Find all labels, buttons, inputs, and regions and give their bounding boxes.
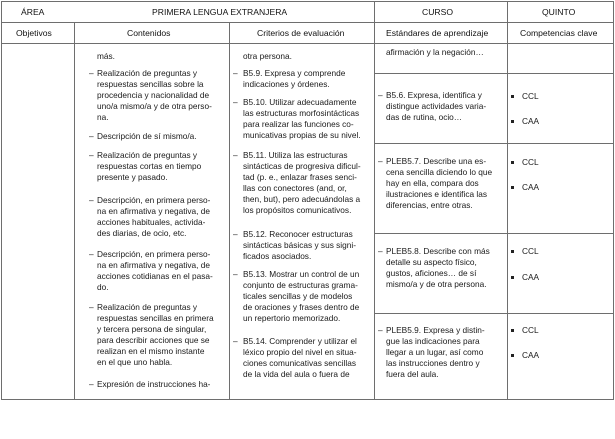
- criterios-line: B5.13. Mostrar un control de un: [243, 269, 360, 279]
- contenidos-line: acciones habituales, activida-: [97, 217, 206, 227]
- criterios-line: sintácticas de progresiva dificul-: [243, 161, 361, 171]
- criterios-line: los propósitos comunicativos.: [243, 205, 352, 215]
- contenidos-dash: –: [89, 302, 94, 312]
- estandares-line: PLEB5.8. Describe con más: [386, 246, 490, 256]
- estandares-line: llegar a un lugar, así como: [386, 347, 484, 357]
- criterios-line: municativas propias de su nivel.: [243, 130, 361, 140]
- estandares-line: das de rutina, ocio…: [386, 112, 463, 122]
- criterios-line: conjunto de estructuras grama-: [243, 280, 358, 290]
- col-header-competencias: Competencias clave: [520, 28, 598, 38]
- bullet-icon: [511, 250, 514, 253]
- contenidos-line: na en afirmativa y negativa, de: [97, 260, 210, 270]
- contenidos-line: Realización de preguntas y: [97, 302, 198, 312]
- estandares-line: B5.6. Expresa, identifica y: [386, 90, 482, 100]
- curso-value: QUINTO: [542, 7, 576, 17]
- estandares-line: afirmación y la negación…: [386, 47, 484, 57]
- competencia-code: CCL: [522, 246, 539, 256]
- bullet-icon: [511, 329, 514, 332]
- criterios-line: B5.12. Reconocer estructuras: [243, 229, 353, 239]
- estandares-line: fuera del aula.: [386, 369, 439, 379]
- criterios-line: otra persona.: [243, 51, 292, 61]
- contenidos-line: uno/a mismo/a y de otra perso-: [97, 101, 212, 111]
- bullet-icon: [511, 276, 514, 279]
- contenidos-dash: –: [89, 379, 94, 389]
- criterios-line: B5.10. Utilizar adecuadamente: [243, 97, 357, 107]
- estandares-dash: –: [378, 90, 383, 100]
- criterios-line: léxico propio del nivel en situa-: [243, 347, 357, 357]
- estandares-line: distingue actividades varia-: [386, 101, 487, 111]
- estandares-dash: –: [378, 246, 383, 256]
- bullet-icon: [511, 161, 514, 164]
- competencia-code: CAA: [522, 116, 540, 126]
- estandares-line: las instrucciones dentro y: [386, 358, 480, 368]
- contenidos-dash: –: [89, 150, 94, 160]
- curso-label: CURSO: [422, 7, 454, 17]
- criterios-dash: –: [233, 68, 238, 78]
- criterios-line: B5.9. Expresa y comprende: [243, 68, 346, 78]
- contenidos-dash: –: [89, 131, 94, 141]
- competencia-code: CAA: [522, 272, 540, 282]
- criterios-line: indicaciones y órdenes.: [243, 79, 330, 89]
- estandares-line: hay en ella, compara dos: [386, 178, 479, 188]
- contenidos-line: respuestas sencillas en primera: [97, 313, 214, 323]
- bullet-icon: [511, 186, 514, 189]
- criterios-line: sintácticas básicas y sus signi-: [243, 240, 356, 250]
- contenidos-line: realizan en el mismo instante: [97, 346, 205, 356]
- bullet-icon: [511, 354, 514, 357]
- estandares-dash: –: [378, 325, 383, 335]
- contenidos-line: respuestas sencillas sobre la: [97, 79, 204, 89]
- criterios-line: de la vida del aula o fuera de: [243, 369, 350, 379]
- criterios-dash: –: [233, 269, 238, 279]
- contenidos-line: procedencia y nacionalidad de: [97, 90, 210, 100]
- contenidos-line: acciones cotidianas en el pasa-: [97, 271, 213, 281]
- contenidos-line: na en afirmativa y negativa, de: [97, 206, 210, 216]
- criterios-line: las estructuras morfosintácticas: [243, 108, 360, 118]
- criterios-line: para realizar las funciones co-: [243, 119, 354, 129]
- competencia-code: CAA: [522, 350, 540, 360]
- criterios-dash: –: [233, 229, 238, 239]
- competencia-code: CCL: [522, 325, 539, 335]
- estandares-line: cena sencilla diciendo lo que: [386, 167, 493, 177]
- estandares-line: PLEB5.7. Describe una es-: [386, 156, 487, 166]
- contenidos-line: Expresión de instrucciones ha-: [97, 379, 211, 389]
- bullet-icon: [511, 95, 514, 98]
- contenidos-line: Realización de preguntas y: [97, 150, 198, 160]
- estandares-line: mismo/a y de otra persona.: [386, 279, 487, 289]
- contenidos-line: Realización de preguntas y: [97, 68, 198, 78]
- criterios-line: tad (p. e., enlazar frases senci-: [243, 172, 357, 182]
- bullet-icon: [511, 120, 514, 123]
- competencia-code: CCL: [522, 91, 539, 101]
- estandares-line: ilustraciones e identifica las: [386, 189, 487, 199]
- contenidos-line: más.: [97, 51, 115, 61]
- criterios-line: then, but), pero adecuándolas a: [243, 194, 361, 204]
- contenidos-line: Descripción de sí mismo/a.: [97, 131, 197, 141]
- area-label: ÁREA: [21, 7, 45, 17]
- criterios-line: un repertorio memorizado.: [243, 313, 341, 323]
- contenidos-line: na.: [97, 112, 109, 122]
- contenidos-line: y tercera persona de singular,: [97, 324, 207, 334]
- competencia-code: CAA: [522, 182, 540, 192]
- contenidos-line: para describir acciones que se: [97, 335, 210, 345]
- contenidos-line: en el que uno habla.: [97, 357, 173, 367]
- estandares-line: diferencias, entre otras.: [386, 200, 473, 210]
- estandares-line: gustos, aficiones… de sí: [386, 268, 477, 278]
- col-header-criterios: Criterios de evaluación: [257, 28, 345, 38]
- contenidos-dash: –: [89, 249, 94, 259]
- col-header-estandares: Estándares de aprendizaje: [386, 28, 489, 38]
- contenidos-line: respuestas cortas en tiempo: [97, 161, 202, 171]
- contenidos-dash: –: [89, 195, 94, 205]
- criterios-line: ticales sencillas y de modelos: [243, 291, 353, 301]
- estandares-dash: –: [378, 156, 383, 166]
- area-value: PRIMERA LENGUA EXTRANJERA: [152, 7, 288, 17]
- contenidos-dash: –: [89, 68, 94, 78]
- col-header-objetivos: Objetivos: [16, 28, 52, 38]
- contenidos-line: do.: [97, 282, 109, 292]
- criterios-line: llas con conectores (and, or,: [243, 183, 347, 193]
- criterios-dash: –: [233, 97, 238, 107]
- criterios-line: B5.11. Utiliza las estructuras: [243, 150, 348, 160]
- contenidos-line: Descripción, en primera perso-: [97, 249, 211, 259]
- estandares-line: detalle su aspecto físico,: [386, 257, 477, 267]
- estandares-line: PLEB5.9. Expresa y distin-: [386, 325, 485, 335]
- competencia-code: CCL: [522, 157, 539, 167]
- criterios-line: ficados asociados.: [243, 251, 312, 261]
- contenidos-line: Descripción, en primera perso-: [97, 195, 211, 205]
- contenidos-line: des diarias, de ocio, etc.: [97, 228, 187, 238]
- criterios-dash: –: [233, 150, 238, 160]
- criterios-dash: –: [233, 336, 238, 346]
- criterios-line: de oraciones y frases dentro de: [243, 302, 360, 312]
- estandares-line: gue las indicaciones para: [386, 336, 480, 346]
- contenidos-line: presente y pasado.: [97, 172, 168, 182]
- col-header-contenidos: Contenidos: [127, 28, 171, 38]
- criterios-line: ciones comunicativas sencillas: [243, 358, 356, 368]
- criterios-line: B5.14. Comprender y utilizar el: [243, 336, 357, 346]
